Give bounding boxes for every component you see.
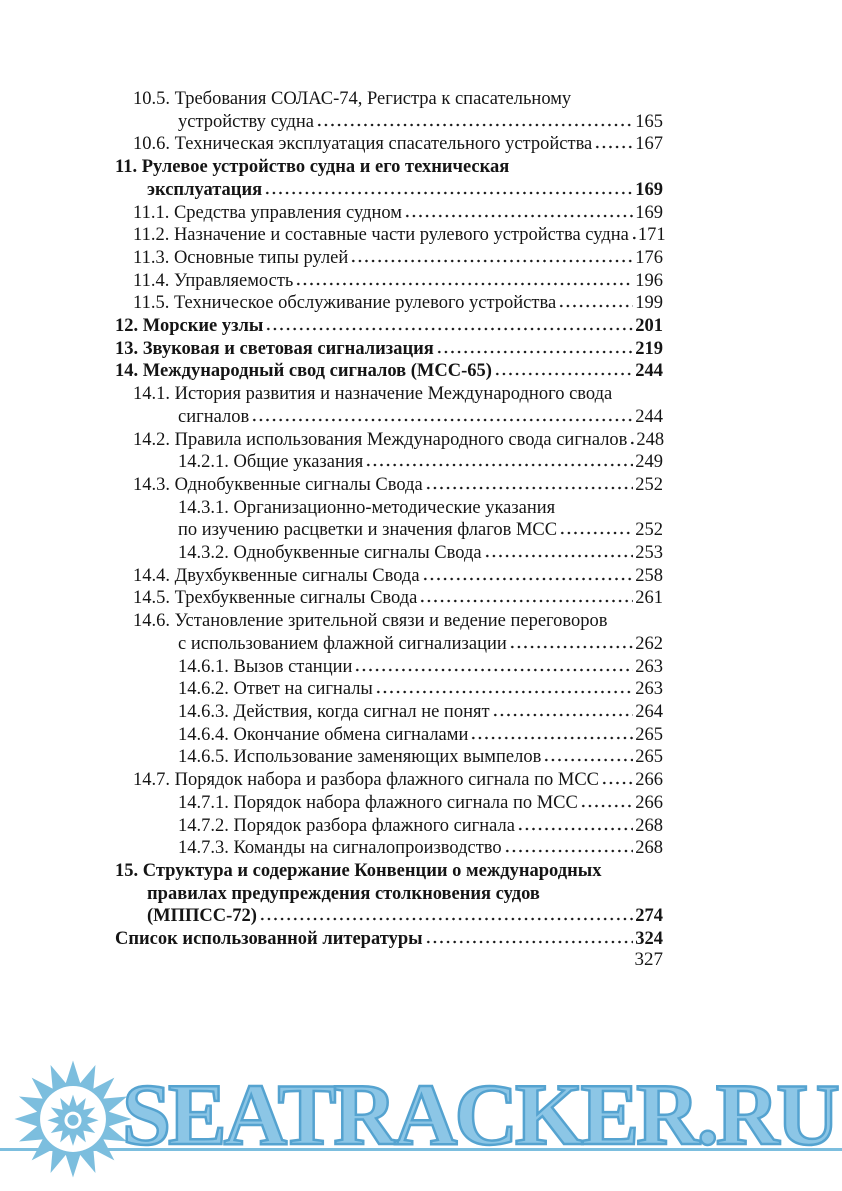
toc-entry-title: устройству судна <box>178 111 315 132</box>
toc-entry-page: 252 <box>635 474 663 495</box>
toc-entry-page: 266 <box>635 770 663 791</box>
toc-entry-title: 14.6.2. Ответ на сигналы <box>178 679 373 700</box>
toc-entry-page: 253 <box>635 543 663 564</box>
toc-entry-page: 262 <box>635 633 663 654</box>
toc-line <box>115 746 663 769</box>
toc-line <box>115 792 663 815</box>
toc-line <box>115 519 663 542</box>
dot-leader <box>316 123 633 127</box>
toc-entry-page: 244 <box>635 361 663 382</box>
toc-entry-page: 265 <box>635 747 663 768</box>
toc-entry-title: 12. Морские узлы <box>115 316 264 337</box>
toc-line <box>115 360 663 383</box>
dot-leader <box>265 327 633 331</box>
toc-line <box>115 837 663 860</box>
toc-line <box>115 565 663 588</box>
toc-entry-title: 11.2. Назначение и составные части рулевого устройства судна <box>133 225 629 246</box>
toc-line <box>115 860 663 883</box>
toc-entry-title: 14.3.1. Организационно-методические указания <box>178 497 556 518</box>
toc-entry-page: 268 <box>635 815 663 836</box>
dot-leader <box>251 418 633 422</box>
dot-leader <box>422 577 634 581</box>
dot-leader <box>436 350 633 354</box>
toc-line <box>115 202 663 225</box>
toc-entry-title: 14.7. Порядок набора и разбора флажного сигнала по МСС <box>133 770 600 791</box>
dot-leader <box>354 668 633 672</box>
dot-leader <box>365 463 633 467</box>
toc-entry-title: 15. Структура и содержание Конвенции о международных <box>115 860 602 881</box>
sun-logo-icon <box>12 1058 134 1180</box>
toc-line <box>115 338 663 361</box>
toc-entry-page: 263 <box>635 679 663 700</box>
dot-leader <box>425 486 634 490</box>
dot-leader <box>419 599 633 603</box>
toc-line <box>115 724 663 747</box>
toc-entry-title: 14. Международный свод сигналов (МСС-65) <box>115 361 492 382</box>
toc-line <box>115 610 663 633</box>
toc-entry-page: 171 <box>637 225 666 246</box>
toc-line <box>115 315 663 338</box>
toc-entry-page: 266 <box>635 792 663 813</box>
dot-leader <box>264 191 633 195</box>
page-number: 327 <box>634 949 663 970</box>
toc-line <box>115 429 663 452</box>
toc-entry-title: 11.3. Основные типы рулей <box>133 247 349 268</box>
watermark-text: SEATRACKER.RU <box>122 1067 837 1164</box>
toc-entry-title: 10.6. Техническая эксплуатация спасательного устройства <box>133 134 593 155</box>
toc-entry-title: 14.7.1. Порядок набора флажного сигнала по МСС <box>178 792 578 813</box>
toc-entry-title: 14.6.3. Действия, когда сигнал не понят <box>178 701 490 722</box>
dot-leader <box>484 554 634 558</box>
toc-entry-page: 248 <box>636 429 665 450</box>
toc-entry-page: 264 <box>635 701 663 722</box>
toc-line <box>115 769 663 792</box>
toc-line <box>115 406 663 429</box>
dot-leader <box>492 713 634 717</box>
toc-line <box>115 270 663 293</box>
toc-entry-page: 169 <box>635 202 663 223</box>
dot-leader <box>629 441 634 445</box>
toc-line <box>115 678 663 701</box>
toc-entry-title: сигналов <box>178 406 250 427</box>
dot-leader <box>425 940 634 944</box>
toc-line <box>115 656 663 679</box>
toc-entry-page: 176 <box>635 247 663 268</box>
toc-entry-page: 268 <box>635 838 663 859</box>
toc-entry-page: 324 <box>635 929 663 950</box>
toc-entry-title: 14.2.1. Общие указания <box>178 452 364 473</box>
dot-leader <box>295 282 633 286</box>
toc-entry-title: 14.7.3. Команды на сигналопроизводство <box>178 838 502 859</box>
toc-entry-title: 11. Рулевое устройство судна и его техническая <box>115 157 510 178</box>
toc-entry-page: 258 <box>635 565 663 586</box>
toc-line <box>115 815 663 838</box>
toc-line <box>115 633 663 656</box>
toc-entry-title: с использованием флажной сигнализации <box>178 633 507 654</box>
toc-entry-title: Список использованной литературы <box>115 929 423 950</box>
toc-entry-page: 263 <box>635 656 663 677</box>
toc-line <box>115 88 663 111</box>
watermark <box>0 1056 842 1191</box>
toc-entry-title: 10.5. Требования СОЛАС-74, Регистра к спасательному <box>133 89 572 109</box>
dot-leader <box>631 236 636 240</box>
toc-entry-title: 14.6.5. Использование заменяющих вымпелов <box>178 747 542 768</box>
toc-entry-page: 201 <box>635 316 663 337</box>
toc-entry-title: 11.5. Техническое обслуживание рулевого устройства <box>133 293 557 314</box>
toc-entry-page: 261 <box>635 588 663 609</box>
toc-line <box>115 111 663 134</box>
toc-entry-title: 14.1. История развития и назначение Международного свода <box>133 384 613 405</box>
toc-entry-title: 11.1. Средства управления судном <box>133 202 402 223</box>
toc-line <box>115 451 663 474</box>
dot-leader <box>580 804 633 808</box>
dot-leader <box>494 372 633 376</box>
dot-leader <box>259 917 633 921</box>
toc-line <box>115 701 663 724</box>
toc-line <box>115 179 663 202</box>
toc-entry-page: 244 <box>635 406 663 427</box>
toc-entry-page: 169 <box>635 179 663 200</box>
toc-line <box>115 905 663 928</box>
toc-line <box>115 156 663 179</box>
toc-entry-title: 14.2. Правила использования Международного свода сигналов <box>133 429 628 450</box>
toc-entry-title: 14.4. Двухбуквенные сигналы Свода <box>133 565 420 586</box>
dot-leader <box>517 827 633 831</box>
toc-entry-page: 265 <box>635 724 663 745</box>
toc-entry-page: 252 <box>635 520 663 541</box>
toc-entry-title: 14.5. Трехбуквенные сигналы Свода <box>133 588 418 609</box>
toc-entry-title: 13. Звуковая и световая сигнализация <box>115 338 434 359</box>
toc-entry-page: 249 <box>635 452 663 473</box>
dot-leader <box>470 736 633 740</box>
toc-entry-title: 14.3. Однобуквенные сигналы Свода <box>133 474 423 495</box>
toc-entry-title: 14.6.1. Вызов станции <box>178 656 353 677</box>
toc-entry-title: эксплуатация <box>147 179 263 200</box>
dot-leader <box>601 781 633 785</box>
toc-entry-page: 199 <box>635 293 663 314</box>
dot-leader <box>594 145 633 149</box>
toc-line <box>115 587 663 610</box>
toc-entry-page: 167 <box>635 134 663 155</box>
toc-line <box>115 224 666 247</box>
dot-leader <box>504 849 634 853</box>
toc-entry-title: (МППСС-72) <box>147 906 257 927</box>
toc-entry-page: 165 <box>635 111 663 132</box>
toc-line <box>115 474 663 497</box>
dot-leader <box>558 304 633 308</box>
toc-entry-title: 14.6. Установление зрительной связи и ведение переговоров <box>133 611 608 632</box>
toc-line <box>115 542 663 565</box>
toc-line <box>115 883 663 906</box>
toc-line <box>115 292 663 315</box>
toc-line <box>115 383 663 406</box>
dot-leader <box>350 259 633 263</box>
toc-entry-title: 14.3.2. Однобуквенные сигналы Свода <box>178 543 482 564</box>
toc-entry-title: 11.4. Управляемость <box>133 270 294 291</box>
toc-entry-title: правилах предупреждения столкновения судов <box>147 883 540 904</box>
toc-line <box>115 247 663 270</box>
toc-entry-title: 14.7.2. Порядок разбора флажного сигнала <box>178 815 515 836</box>
toc-line <box>115 497 663 520</box>
toc-entry-title: 14.6.4. Окончание обмена сигналами <box>178 724 469 745</box>
dot-leader <box>404 214 633 218</box>
table-of-contents <box>115 88 666 951</box>
dot-leader <box>509 645 633 649</box>
toc-entry-page: 219 <box>635 338 663 359</box>
toc-line <box>115 133 663 156</box>
toc-entry-page: 196 <box>635 270 663 291</box>
dot-leader <box>543 758 633 762</box>
toc-entry-title: по изучению расцветки и значения флагов МСС <box>178 520 558 541</box>
toc-entry-page: 274 <box>635 906 663 927</box>
dot-leader <box>375 690 633 694</box>
dot-leader <box>559 531 633 535</box>
